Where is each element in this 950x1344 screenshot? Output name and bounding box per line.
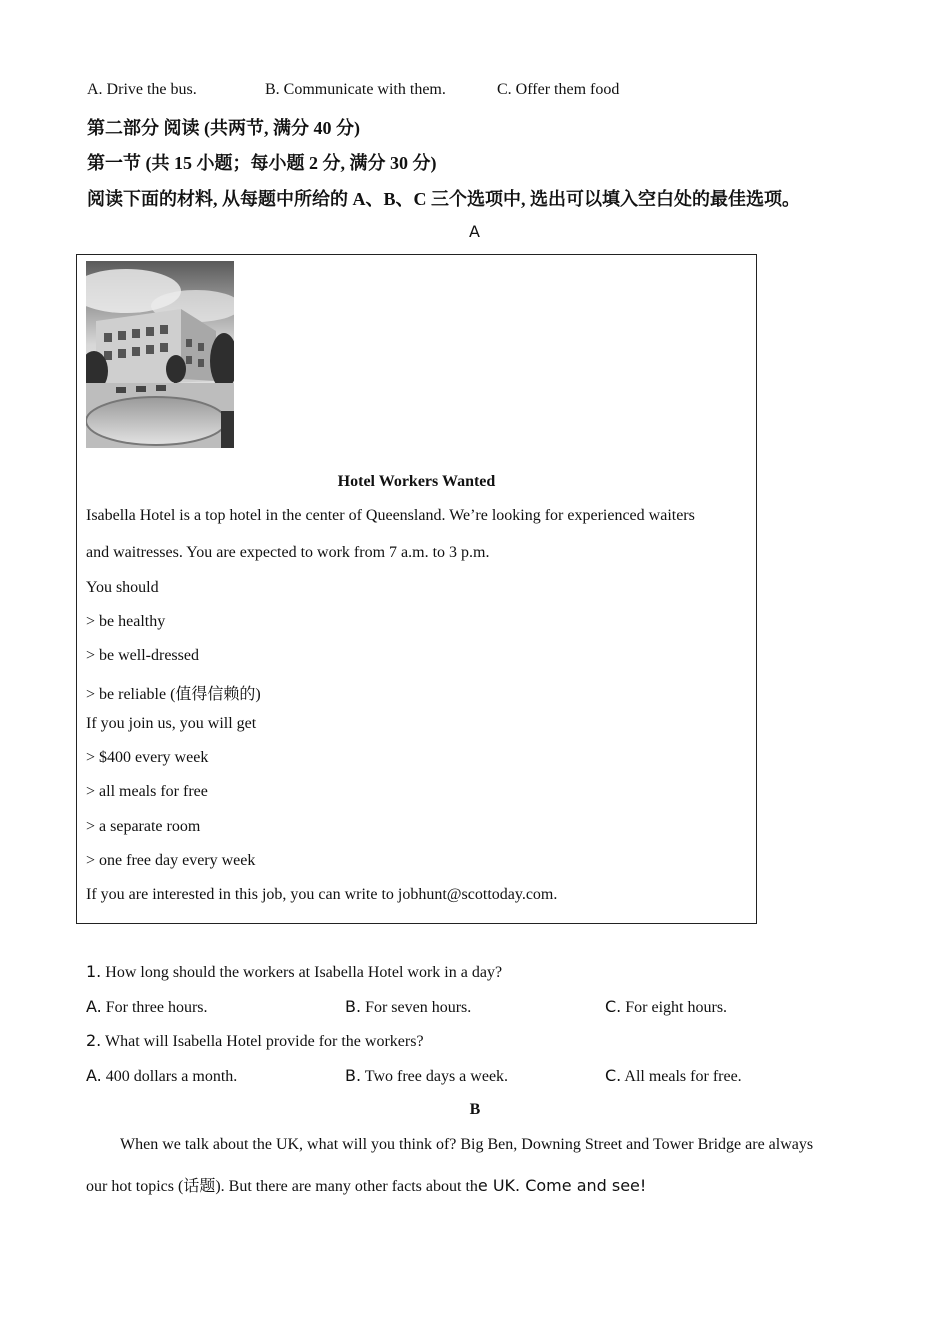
passage-b-line2-serif: our hot topics (话题). But there are many other facts about th — [86, 1178, 478, 1195]
prev-option-b: B. Communicate with them. — [265, 81, 446, 98]
should-heading: You should — [86, 579, 159, 596]
q1-option-c — [605, 997, 727, 1017]
option-text: For eight hours. — [625, 999, 728, 1016]
option-letter: A. — [86, 1066, 102, 1085]
get-heading: If you join us, you will get — [86, 715, 257, 732]
ad-contact: If you are interested in this job, you can write to jobhunt@scottoday.com. — [86, 886, 558, 903]
option-letter: A. — [86, 997, 102, 1016]
question-text: How long should the workers at Isabella Hotel work in a day? — [105, 964, 503, 981]
part-title: 第二部分 阅读 (共两节, 满分 40 分) — [87, 118, 360, 138]
ad-intro-line1: Isabella Hotel is a top hotel in the center of Queensland. We’re looking for experienced waiters — [86, 507, 695, 524]
option-text: Two free days a week. — [364, 1068, 509, 1085]
prev-option-a: A. Drive the bus. — [87, 81, 197, 98]
passage-a-label: A — [469, 222, 480, 241]
question-1 — [86, 962, 502, 982]
get-item: > a separate room — [86, 818, 201, 835]
option-text: For three hours. — [105, 999, 208, 1016]
option-letter: C. — [605, 1066, 622, 1085]
option-letter: B. — [345, 1066, 362, 1085]
passage-b-line2-sans: e UK. Come and see! — [477, 1176, 647, 1195]
get-item: > all meals for free — [86, 783, 208, 800]
q1-option-a — [86, 997, 208, 1017]
should-item: > be well-dressed — [86, 647, 199, 664]
question-number: 2. — [86, 1031, 102, 1050]
ad-title: Hotel Workers Wanted — [337, 473, 496, 490]
should-item: > be reliable (值得信赖的) — [86, 686, 261, 703]
q2-option-a — [86, 1066, 237, 1086]
should-item: > be healthy — [86, 613, 166, 630]
question-2 — [86, 1031, 424, 1051]
question-text: What will Isabella Hotel provide for the workers? — [104, 1033, 424, 1050]
sub-title: 第一节 (共 15 小题；每小题 2 分, 满分 30 分) — [87, 153, 437, 173]
get-item: > one free day every week — [86, 852, 256, 869]
option-letter: B. — [345, 997, 362, 1016]
option-text: For seven hours. — [365, 999, 472, 1016]
prev-option-c: C. Offer them food — [497, 81, 620, 98]
question-number: 1. — [86, 962, 102, 981]
instruction: 阅读下面的材料, 从每题中所给的 A、B、C 三个选项中, 选出可以填入空白处的最佳选项。 — [87, 189, 801, 209]
passage-b-line2 — [86, 1173, 646, 1196]
get-item: > $400 every week — [86, 749, 209, 766]
q2-option-b — [345, 1066, 508, 1086]
ad-intro-line2: and waitresses. You are expected to work from 7 a.m. to 3 p.m. — [86, 544, 490, 561]
passage-b-label: B — [469, 1101, 481, 1118]
option-text: All meals for free. — [624, 1068, 742, 1085]
passage-b-line1: When we talk about the UK, what will you think of? Big Ben, Downing Street and Tower Bridge are always — [120, 1136, 814, 1153]
hotel-photo — [86, 261, 234, 448]
q2-option-c — [605, 1066, 742, 1086]
q1-option-b — [345, 997, 471, 1017]
option-text: 400 dollars a month. — [105, 1068, 238, 1085]
option-letter: C. — [605, 997, 622, 1016]
